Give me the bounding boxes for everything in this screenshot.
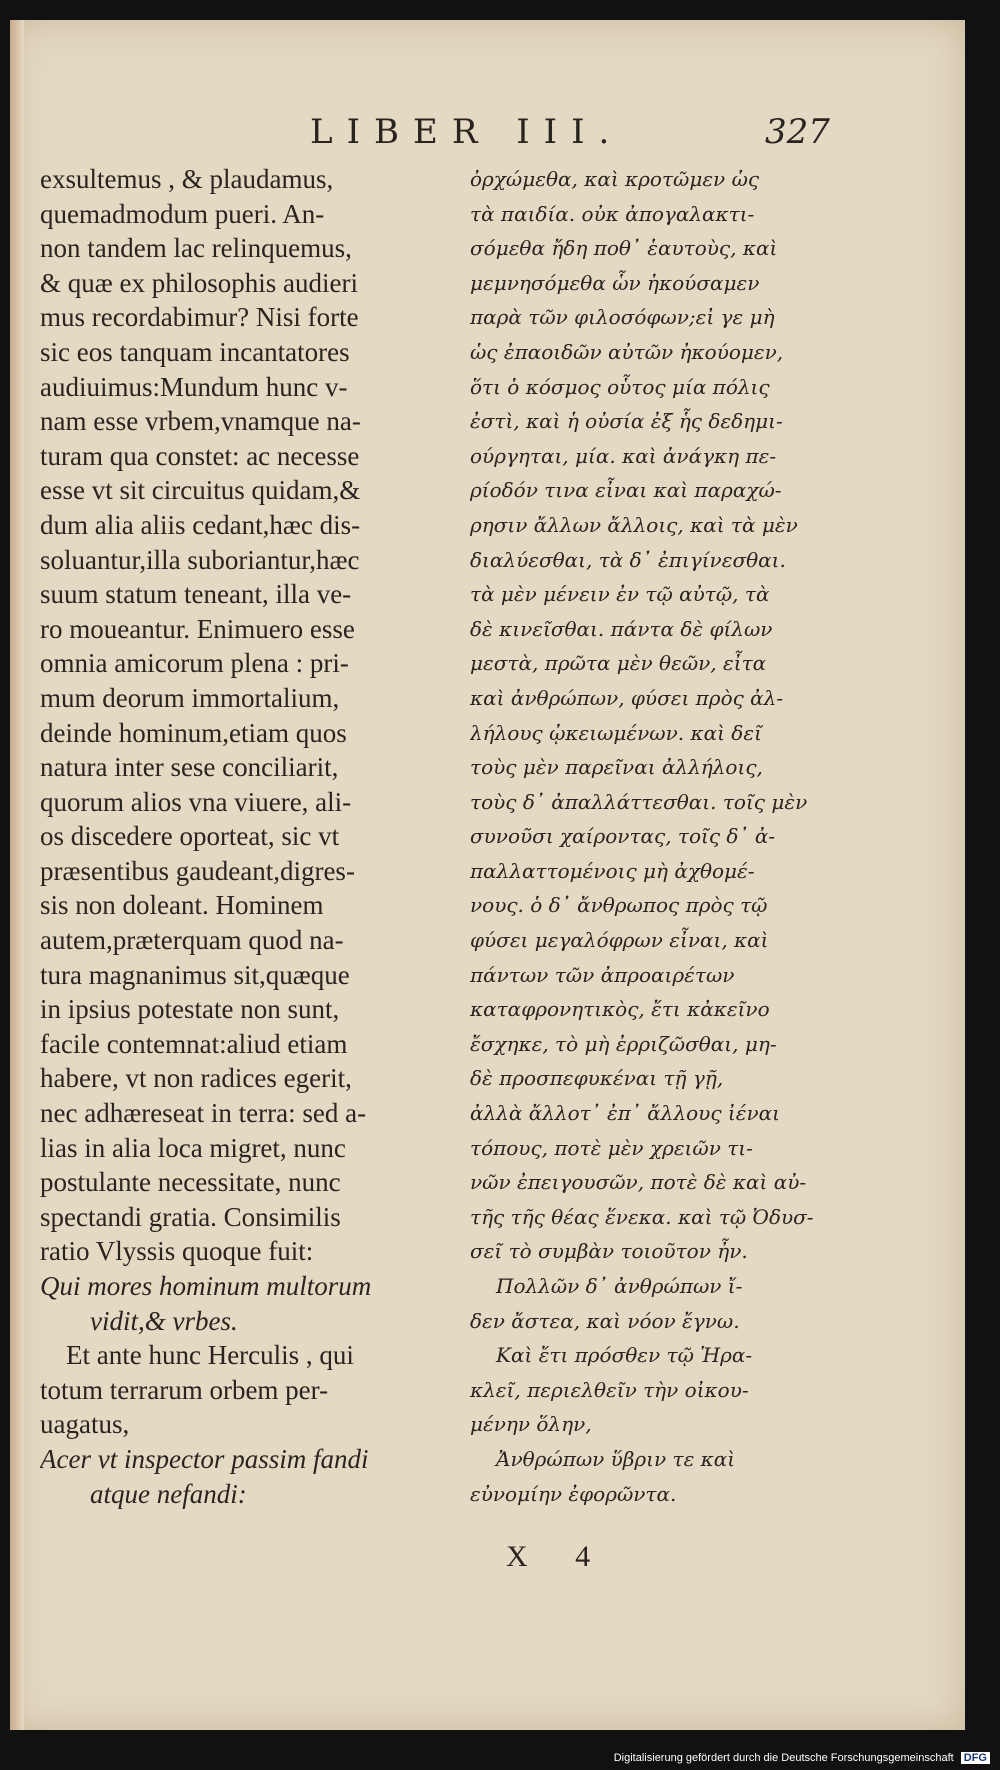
latin-text-line: non tandem lac relinquemus, <box>40 233 352 264</box>
latin-text-line: quemadmodum pueri. An- <box>40 198 325 229</box>
latin-text-line: sis non doleant. Hominem <box>40 890 324 921</box>
greek-text-line: ὀρχώμεθα, καὶ κροτῶμεν ὡς <box>470 167 760 191</box>
credit-text: Digitalisierung gefördert durch die Deutsche Forschungsgemeinschaft <box>613 1752 954 1764</box>
latin-text-line: totum terrarum orbem per- <box>40 1374 329 1405</box>
latin-text-line: natura inter sese conciliarit, <box>40 752 339 783</box>
latin-text-line: quorum alios vna viuere, ali- <box>40 786 352 817</box>
greek-text-line: ἔσχηκε, τὸ μὴ ἐρριζῶσθαι, μη- <box>470 1031 777 1056</box>
latin-text-line: in ipsius potestate non sunt, <box>40 994 340 1025</box>
signature-mark: X 4 <box>506 1540 611 1573</box>
greek-text-line: ούργηται, μία. καὶ ἀνάγκη πε- <box>470 443 777 468</box>
greek-text-line: καταφρονητικὸς, ἔτι κἀκεῖνο <box>470 997 770 1022</box>
book-page <box>10 20 965 1730</box>
greek-column <box>470 162 840 1511</box>
latin-text-line: habere, vt non radices egerit, <box>40 1063 352 1094</box>
greek-text-line: ὡς ἐπαοιδῶν αὐτῶν ἠκούομεν, <box>470 339 784 364</box>
latin-text-line: mus recordabimur? Nisi forte <box>40 302 359 333</box>
page-number: 327 <box>765 112 830 152</box>
latin-text-line: Acer vt inspector passim fandi <box>40 1443 369 1474</box>
latin-text-line: Qui mores hominum multorum <box>40 1271 372 1301</box>
greek-text-line: Πολλῶν δ᾽ ἀνθρώπων ἴ- <box>496 1274 743 1298</box>
greek-text-line: καὶ ἀνθρώπων, φύσει πρὸς ἀλ- <box>470 685 784 710</box>
latin-text-line: tura magnanimus sit,quæque <box>40 959 350 990</box>
greek-text-line: τὰ μὲν μένειν ἐν τῷ αὐτῷ, τὰ <box>470 582 770 607</box>
latin-text-line: mum deorum immortalium, <box>40 682 340 713</box>
latin-text-line: ratio Vlyssis quoque fuit: <box>40 1236 314 1267</box>
latin-text-line: suum statum teneant, illa ve- <box>40 579 352 610</box>
greek-text-line: παρὰ τῶν φιλοσόφων;εἰ γε μὴ <box>470 305 775 330</box>
greek-text-line: τοὺς μὲν παρεῖναι ἀλλήλοις, <box>470 755 763 780</box>
greek-text-line: τόπους, ποτὲ μὲν χρειῶν τι- <box>470 1135 753 1160</box>
greek-text-line: δὲ κινεῖσθαι. πάντα δὲ φίλων <box>470 616 773 641</box>
latin-text-line: esse vt sit circuitus quidam,& <box>40 475 361 506</box>
latin-text-line: spectandi gratia. Consimilis <box>40 1201 341 1232</box>
latin-text-line: uagatus, <box>40 1409 130 1440</box>
latin-column <box>40 162 460 1511</box>
latin-text-line: atque nefandi: <box>90 1478 247 1509</box>
greek-text-line: μεμνησόμεθα ὧν ἠκούσαμεν <box>470 270 760 295</box>
greek-text-line: νῶν ἐπειγουσῶν, ποτὲ δὲ καὶ αὐ- <box>470 1170 807 1195</box>
greek-text-line: ρίοδόν τινα εἶναι καὶ παραχώ- <box>470 478 782 503</box>
greek-text-line: δὲ προσπεφυκέναι τῇ γῇ, <box>470 1066 724 1091</box>
latin-text-line: vidit,& vrbes. <box>90 1305 238 1336</box>
greek-text-line: Καὶ ἔτι πρόσθεν τῷ Ἡρα- <box>496 1343 753 1368</box>
running-header: LIBER III. <box>310 112 624 152</box>
latin-text-line: os discedere oporteat, sic vt <box>40 821 340 852</box>
greek-text-line: μένην ὅλην, <box>470 1412 592 1437</box>
latin-text-line: & quæ ex philosophis audieri <box>40 267 358 298</box>
latin-text-line: nec adhæreseat in terra: sed a- <box>40 1098 367 1129</box>
latin-text-line: Et ante hunc Herculis , qui <box>66 1340 354 1371</box>
greek-text-line: ἐστὶ, καὶ ἡ οὐσία ἐξ ἧς δεδημι- <box>470 409 783 434</box>
latin-text-line: nam esse vrbem,vnamque na- <box>40 406 361 437</box>
latin-text-line: autem,præterquam quod na- <box>40 925 344 956</box>
greek-text-line: παλλαττομένοις μὴ ἀχθομέ- <box>470 858 755 883</box>
greek-text-line: σόμεθα ἤδη ποθ᾽ ἑαυτοὺς, καὶ <box>470 236 778 261</box>
latin-text-line: ro moueantur. Enimuero esse <box>40 613 355 644</box>
latin-text-line: præsentibus gaudeant,digres- <box>40 855 355 886</box>
latin-text-line: deinde hominum,etiam quos <box>40 717 347 748</box>
latin-text-line: lias in alia loca migret, nunc <box>40 1132 346 1163</box>
greek-text-line: σεῖ τὸ συμβὰν τοιοῦτον ἦν. <box>470 1239 748 1264</box>
greek-text-line: δεν ἄστεα, καὶ νόον ἔγνω. <box>470 1308 740 1333</box>
latin-text-line: omnia amicorum plena : pri- <box>40 648 349 679</box>
greek-text-line: πάντων τῶν ἀπροαιρέτων <box>470 962 735 987</box>
greek-text-line: κλεῖ, περιελθεῖν τὴν οἰκου- <box>470 1377 749 1402</box>
greek-text-line: διαλύεσθαι, τὰ δ᾽ ἐπιγίνεσθαι. <box>470 547 786 572</box>
latin-text-line: dum alia aliis cedant,hæc dis- <box>40 509 361 540</box>
page-edge <box>10 20 24 1730</box>
greek-text-line: συνοῦσι χαίροντας, τοῖς δ᾽ ἀ- <box>470 824 776 849</box>
greek-text-line: τῆς τῆς θέας ἕνεκα. καὶ τῷ Ὀδυσ- <box>470 1204 814 1229</box>
digitization-credit <box>614 1752 990 1764</box>
greek-text-line: εὐνομίην ἐφορῶντα. <box>470 1481 677 1506</box>
greek-text-line: νους. ὁ δ᾽ ἄνθρωπος πρὸς τῷ <box>470 893 768 918</box>
latin-text-line: soluantur,illa suboriantur,hæc <box>40 544 360 575</box>
greek-text-line: Ἀνθρώπων ὕβριν τε καὶ <box>496 1446 736 1471</box>
greek-text-line: τοὺς δ᾽ ἀπαλλάττεσθαι. τοῖς μὲν <box>470 789 808 814</box>
greek-text-line: λήλους ᾠκειωμένων. καὶ δεῖ <box>470 720 762 745</box>
dfg-logo: DFG <box>961 1752 990 1764</box>
latin-text-line: audiuimus:Mundum hunc v- <box>40 371 348 402</box>
greek-text-line: ρησιν ἄλλων ἄλλοις, καὶ τὰ μὲν <box>470 512 798 537</box>
latin-text-line: facile contemnat:aliud etiam <box>40 1028 348 1059</box>
greek-text-line: ἀλλὰ ἄλλοτ᾽ ἐπ᾽ ἄλλους ἰέναι <box>470 1101 780 1126</box>
latin-text-line: exsultemus , & plaudamus, <box>40 164 334 194</box>
greek-text-line: φύσει μεγαλόφρων εἶναι, καὶ <box>470 928 769 953</box>
greek-text-line: τὰ παιδία. οὐκ ἀπογαλακτι- <box>470 201 755 226</box>
latin-text-line: turam qua constet: ac necesse <box>40 440 360 471</box>
latin-text-line: sic eos tanquam incantatores <box>40 336 350 367</box>
latin-text-line: postulante necessitate, nunc <box>40 1167 341 1198</box>
greek-text-line: ὅτι ὁ κόσμος οὗτος μία πόλις <box>470 374 770 399</box>
greek-text-line: μεστὰ, πρῶτα μὲν θεῶν, εἶτα <box>470 651 767 676</box>
